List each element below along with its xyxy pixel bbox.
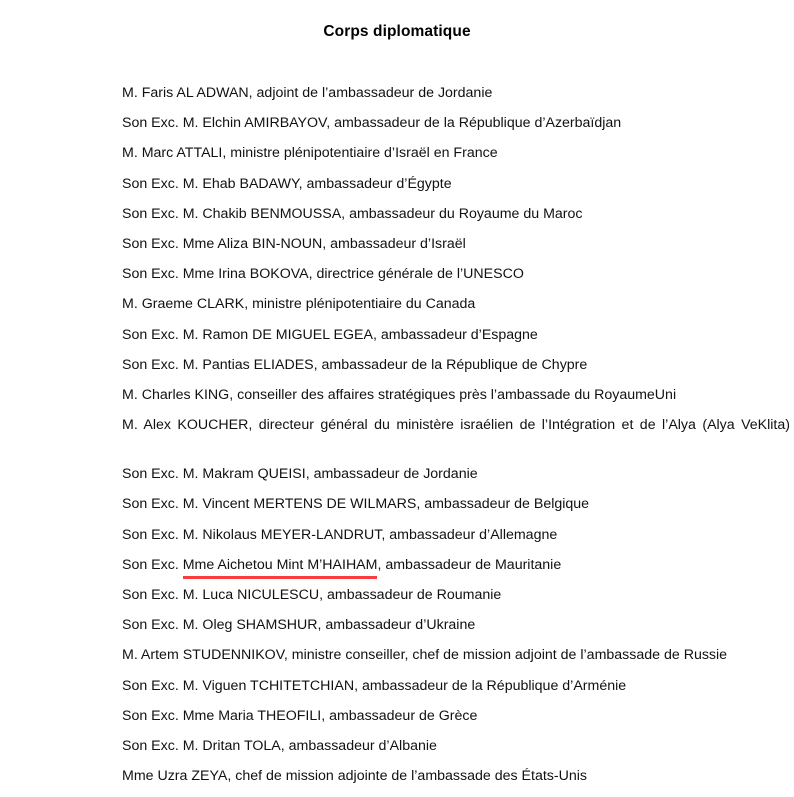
entry-text: Son Exc. M. Oleg SHAMSHUR, ambassadeur d’Ukraine [122,617,476,634]
entry-text: Son Exc. M. Elchin AMIRBAYOV, ambassadeur de la République d’Azerbaïdjan [122,115,622,132]
entry-text: Son Exc. Mme Maria THEOFILI, ambassadeur de Grèce [122,707,478,724]
entry-text: Son Exc. M. Dritan TOLA, ambassadeur d’Albanie [122,737,437,754]
list-item [122,235,794,254]
list-item [122,526,794,545]
entry-text: Son Exc. Mme Aliza BIN-NOUN, ambassadeur d’Israël [122,235,466,252]
red-underline-highlight: Mme Aichetou Mint M’HAIHAM [182,556,378,573]
entry-text: Mme Uzra ZEYA, chef de mission adjointe de l’ambassade des États-Unis [122,768,587,785]
list-item [122,175,794,194]
list-item [122,265,794,284]
entry-text: Son Exc. Mme Irina BOKOVA, directrice générale de l’UNESCO [122,266,524,283]
entry-text: Son Exc. M. Pantias ELIADES, ambassadeur de la République de Chypre [122,356,588,373]
list-item [122,205,794,224]
list-item [122,386,794,405]
entry-suffix: , ambassadeur de Mauritanie [377,556,562,573]
entry-text: M. Charles KING, conseiller des affaires stratégiques près l’ambassade du RoyaumeUni [122,386,677,403]
list-item [122,767,794,786]
list-item [122,646,794,665]
entry-text: Son Exc. M. Chakib BENMOUSSA, ambassadeur du Royaume du Maroc [122,205,583,222]
entry-text: M. Alex KOUCHER, directeur général du ministère israélien de l’Intégration et de l’Alya (Alya VeKlita) [122,417,790,434]
list-item [122,707,794,726]
list-item [122,416,790,454]
entry-text: M. Faris AL ADWAN, adjoint de l’ambassadeur de Jordanie [122,85,493,101]
list-item [122,616,794,635]
entry-prefix: Son Exc. [122,556,183,573]
list-item [122,586,794,605]
list-item [122,737,794,756]
entry-text: Son Exc. M. Ehab BADAWY, ambassadeur d’Égypte [122,175,452,192]
entry-text: Son Exc. M. Ramon DE MIGUEL EGEA, ambassadeur d’Espagne [122,326,538,343]
list-item [122,114,794,133]
list-item [122,677,794,696]
entry-text: Son Exc. M. Nikolaus MEYER-LANDRUT, ambassadeur d’Allemagne [122,526,558,543]
list-item [122,84,794,103]
entry-text: Son Exc. M. Vincent MERTENS DE WILMARS, ambassadeur de Belgique [122,496,590,513]
entry-text: Son Exc. M. Viguen TCHITETCHIAN, ambassadeur de la République d’Arménie [122,677,627,694]
page-title: Corps diplomatique [323,23,471,40]
entry-text: Son Exc. M. Luca NICULESCU, ambassadeur de Roumanie [122,587,502,603]
list-item [122,356,794,375]
entry-text: M. Marc ATTALI, ministre plénipotentiaire d’Israël en France [122,145,498,162]
list-item [122,144,794,163]
entry-text: M. Artem STUDENNIKOV, ministre conseiller, chef de mission adjoint de l’ambassade de Russie [122,647,728,664]
list-item [122,495,794,514]
list-item [122,465,794,484]
diplomatic-corps-list [122,84,794,797]
entry-text: M. Graeme CLARK, ministre plénipotentiaire du Canada [122,296,476,313]
list-item [122,326,794,345]
list-item [122,295,794,314]
list-item [122,556,794,575]
entry-text: Son Exc. M. Makram QUEISI, ambassadeur de Jordanie [122,466,478,483]
